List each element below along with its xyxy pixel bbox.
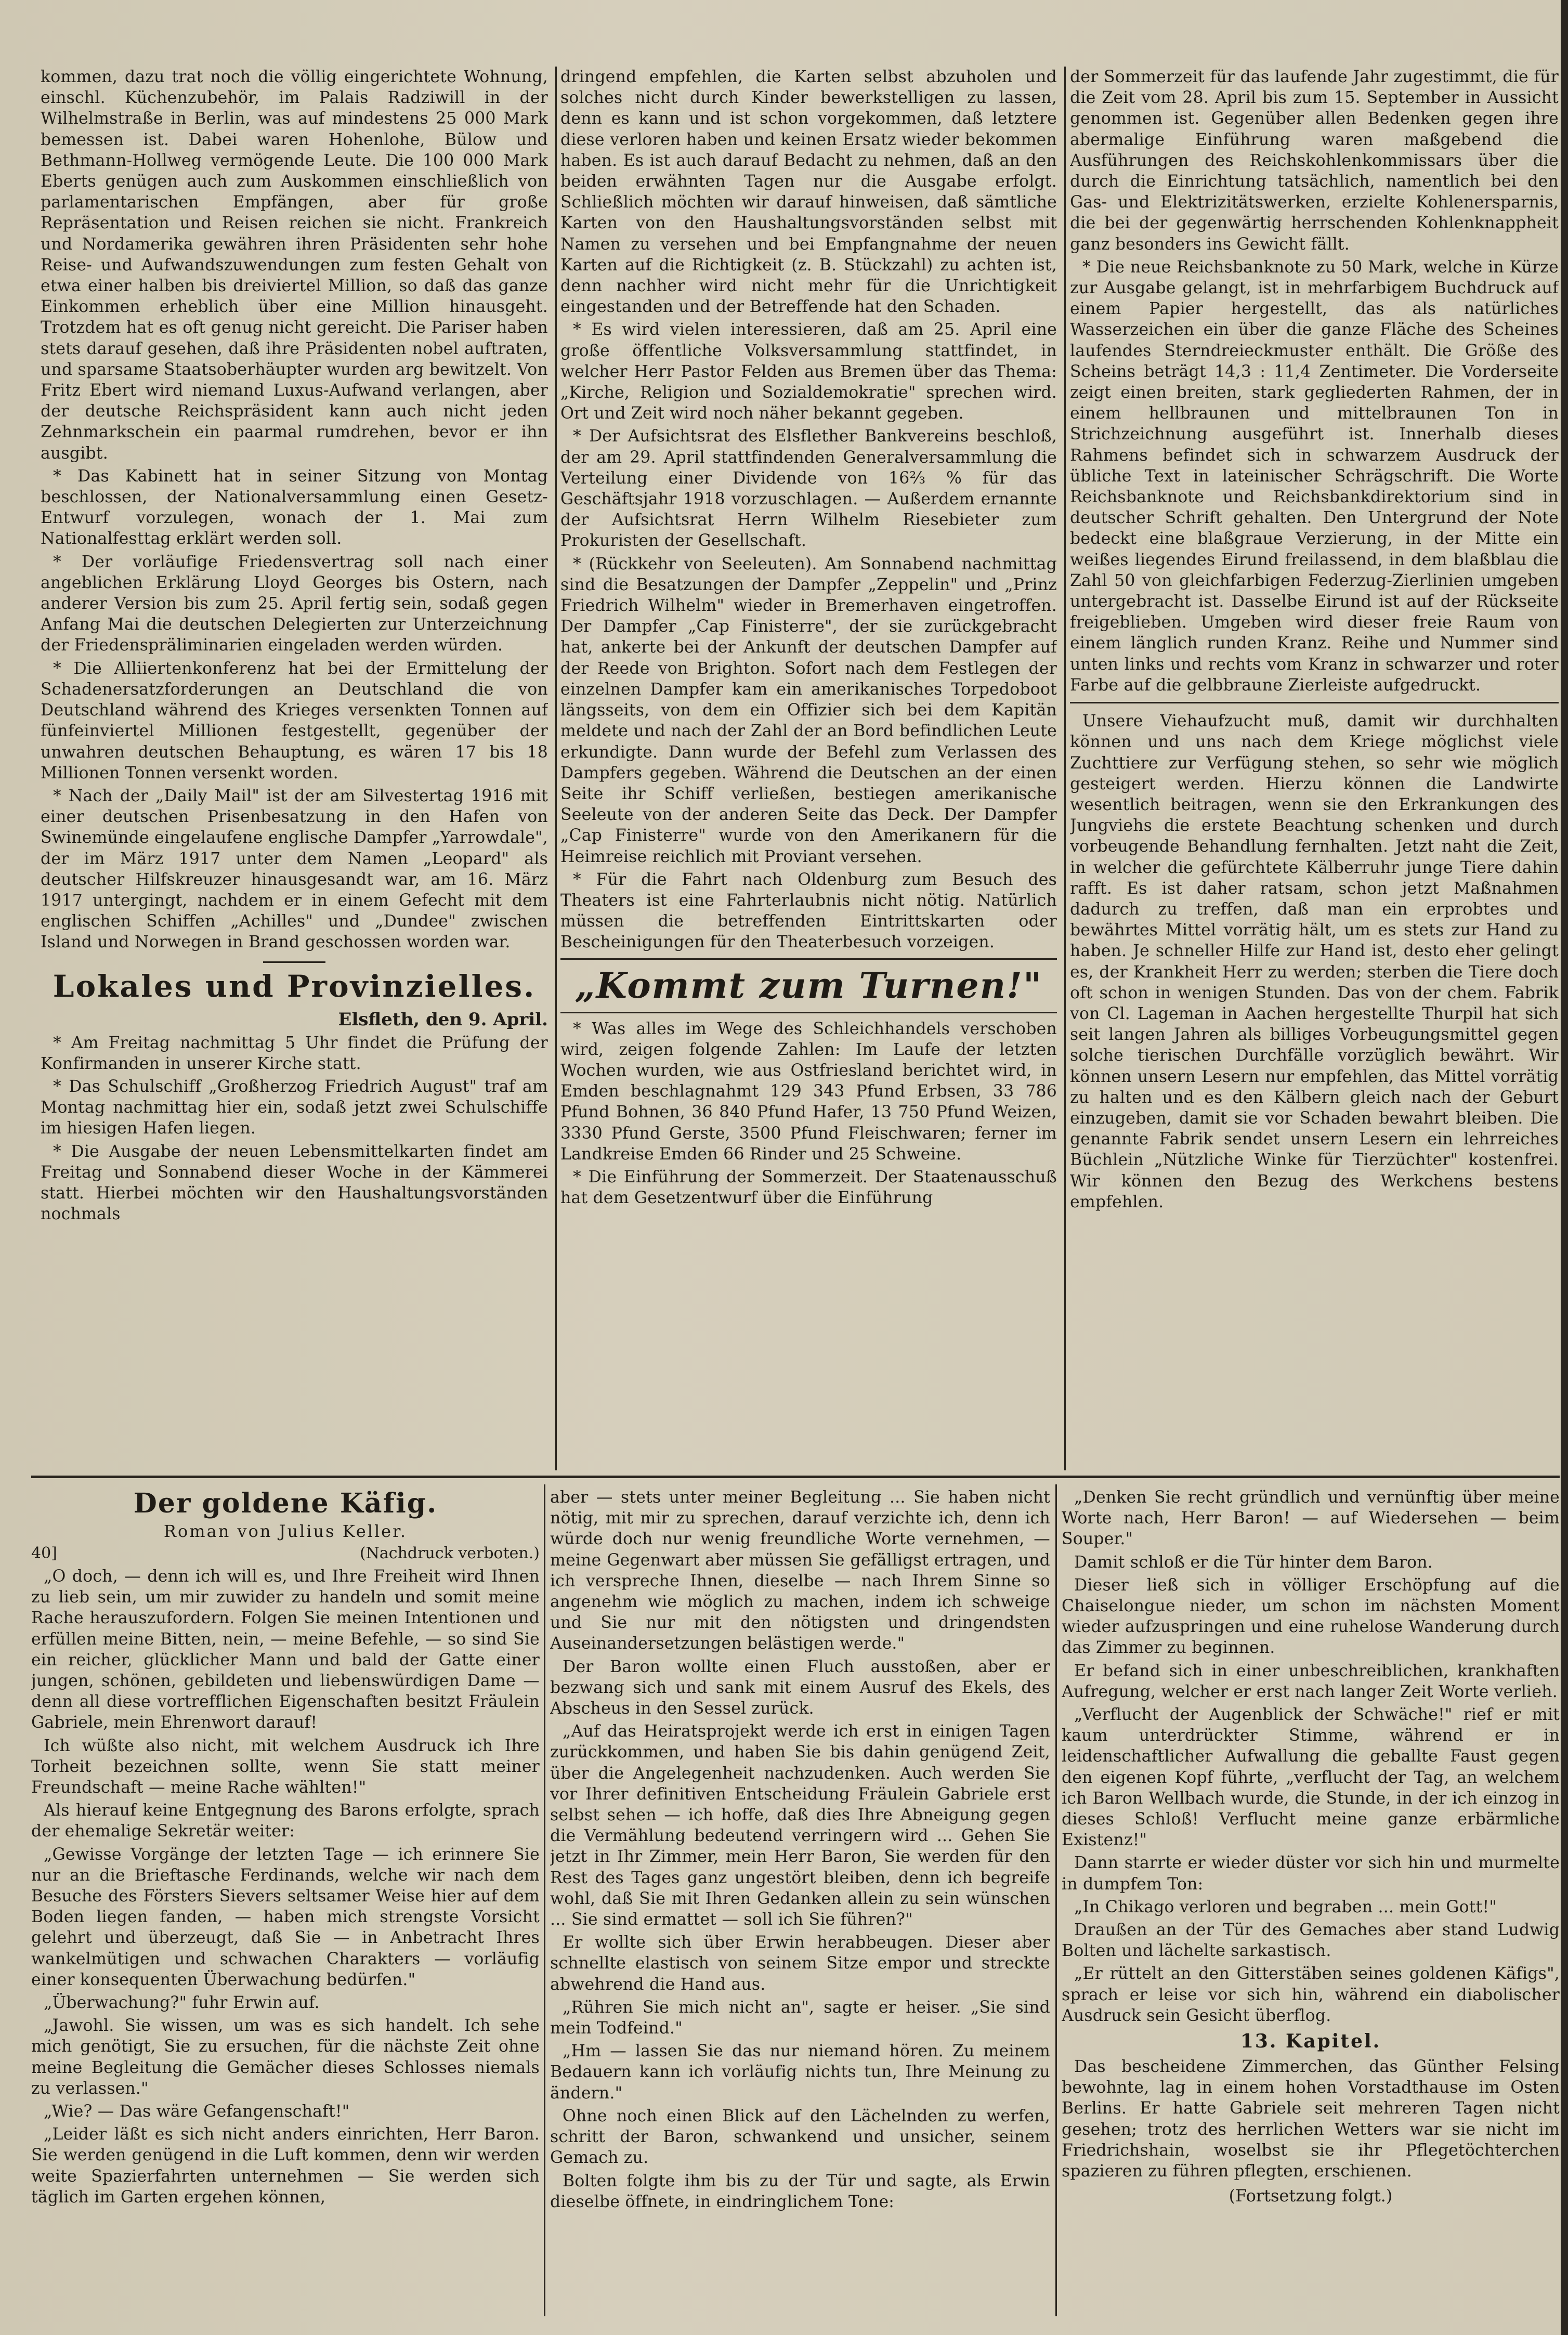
column-divider: [1055, 1484, 1057, 2316]
novel-paragraph: „Wie? — Das wäre Gefangenschaft!": [44, 2102, 350, 2121]
news-paragraph: * Die neue Reichsbanknote zu 50 Mark, welche in Kürze zur Ausgabe gelangt, ist in mehrfarbigem Buchdruck auf einem Papier hergestellt, das als natürliches Wasserzeichen ein über die ganze Fläche des Scheines laufendes Sterndreieckmuster enthält. Die Größe des Scheins beträgt 14,3 : 11,4 Zentimeter. Die Vorderseite zeigt einen breiten, stark gegliederten Rahmen, der in einem hellbraunen und mittelbraunen Ton in Strichzeichnung ausgeführt ist. Innerhalb dieses Rahmens befindet sich in schwarzem Ausdruck der übliche Text in lateinischer Schrägschrift. Die Worte Reichsbanknote und Reichsbankdirektorium sind in deutscher Schrift gehalten. Den Untergrund der Note bedeckt eine blaßgraue Verzierung, in der Mitte ein weißes liegendes Eirund freilassend, in dem blaßblau die Zahl 50 von gleichfarbigen Federzug-Zierlinien umgeben untergebracht ist. Dasselbe Eirund ist auf der Rückseite freigeblieben. Umgeben wird dieser freie Raum von einem länglich runden Kranz. Reihe und Nummer sind unten links und rechts vom Kranz in schwarzer und roter Farbe auf die gelbbraune Zierleiste aufgedruckt.: [1070, 257, 1559, 695]
turnen-heading: „Kommt zum Turnen!": [574, 964, 1043, 1007]
novel-paragraph: „Auf das Heiratsprojekt werde ich erst in einigen Tagen zurückkommen, und haben Sie bis dahin genügend Zeit, über die Angelegenheit nachzudenken. Auch werden Sie vor Ihrer definitiven Entscheidung Fräulein Gabriele erst selbst sehen — ich hoffe, daß dies Ihre Abneigung gegen die Vermählung bedeutend verringern wird ... Gehen Sie jetzt in Ihr Zimmer, mein Herr Baron, Sie werden für den Rest des Tages ganz ungestört bleiben, denn ich begreife wohl, daß Sie mit Ihren Gedanken allein zu sein wünschen ... Sie sind ermattet — soll ich Sie führen?": [550, 1722, 1050, 1929]
news-paragraph: * Es wird vielen interessieren, daß am 25. April eine große öffentliche Volksversammlung stattfindet, in welcher Herr Pastor Felden aus Bremen über das Thema: „Kirche, Religion und Sozialdemokratie" sprechen wird. Ort und Zeit wird noch näher bekannt gegeben.: [560, 320, 1057, 423]
novel-column-2: [550, 1487, 1050, 2319]
novel-author: Roman von Julius Keller.: [163, 1521, 408, 1541]
novel-paragraph: Er wollte sich über Erwin herabbeugen. Dieser aber schnellte elastisch von seinem Sitze empor und streckte abwehrend die Hand aus.: [550, 1933, 1050, 1994]
novel-paragraph: Als hierauf keine Entgegnung des Barons erfolgte, sprach der ehemalige Sekretär weiter:: [31, 1801, 540, 1841]
separator-rule: [1070, 702, 1559, 703]
chapter-heading: 13. Kapitel.: [1240, 2030, 1381, 2053]
news-paragraph: * Das Schulschiff „Großherzog Friedrich August" traf am Montag nachmittag hier ein, sodaß jetzt zwei Schulschiffe im hiesigen Hafen liegen.: [41, 1077, 548, 1138]
separator-rule: [263, 961, 325, 963]
novel-paragraph: „Rühren Sie mich nicht an", sagte er heiser. „Sie sind mein Todfeind.": [550, 1998, 1050, 2038]
news-paragraph: der Sommerzeit für das laufende Jahr zugestimmt, die für die Zeit vom 28. April bis zum 15. September in Aussicht genommen ist. Gegenüber allen Bedenken gegen ihre abermalige Einführung waren maßgebend die Ausführungen des Reichskohlenkommissars über die durch die Einrichtung tatsächlich, namentlich bei den Gas- und Elektrizitätswerken, erzielte Kohlenersparnis, die bei der gegenwärtig herrschenden Kohlenknappheit ganz besonders ins Gewicht fällt.: [1070, 68, 1559, 254]
section-title: Lokales und Provinzielles.: [53, 968, 536, 1004]
novel-meta: [31, 1543, 540, 1564]
turnen-box: [560, 958, 1057, 1013]
news-column-2: [560, 67, 1057, 1470]
news-paragraph: dringend empfehlen, die Karten selbst abzuholen und solches nicht durch Kinder bewerkstelligen zu lassen, denn es kann und ist schon vorgekommen, daß letztere diese verloren haben und keinen Ersatz wieder bekommen haben. Es ist auch darauf Bedacht zu nehmen, daß an den beiden erwähnten Tagen nur die Ausgabe erfolgt. Schließlich möchten wir darauf hinweisen, daß sämtliche Karten von den Haushaltungsvorständen selbst mit Namen zu versehen und bei Empfangnahme der neuen Karten auf die Richtigkeit (z. B. Stückzahl) zu achten ist, denn nachher wird nicht mehr für die Unrichtigkeit eingestanden und der Betreffende hat den Schaden.: [560, 68, 1057, 317]
page-binding-edge: [1561, 0, 1568, 2335]
novel-paragraph: Das bescheidene Zimmerchen, das Günther Felsing bewohnte, lag in einem hohen Vorstadthause im Osten Berlins. Er hatte Gabriele seit mehreren Tagen nicht gesehen; trotz des herrlichen Wetters war sie nicht im Friedrichshain, woselbst sie ihr Pflegetöchterchen spazieren zu führen pflegten, erschienen.: [1062, 2057, 1560, 2181]
novel-paragraph: „Verflucht der Augenblick der Schwäche!" rief er mit kaum unterdrückter Stimme, während er in leidenschaftlicher Aufwallung die geballte Faust gegen den eigenen Kopf führte, „verflucht der Tag, an welchem ich Baron Wellbach wurde, die Stunde, in der ich einzog in dieses Schloß! Verflucht meine ganze erbärmliche Existenz!": [1062, 1705, 1560, 1850]
news-paragraph: * Für die Fahrt nach Oldenburg zum Besuch des Theaters ist eine Fahrterlaubnis nicht nötig. Natürlich müssen die betreffenden Eintrittskarten oder Bescheinigungen für den Theaterbesuch vorzeigen.: [560, 870, 1057, 952]
novel-paragraph: „O doch, — denn ich will es, und Ihre Freiheit wird Ihnen zu lieb sein, um mir zuwider zu handeln und somit meine Rache herauszufordern. Folgen Sie meinen Intentionen und erfüllen meine Bitten, nein, — meine Befehle, — so sind Sie ein reicher, glücklicher Mann und bald der Gatte einer jungen, schönen, gebildeten und liebenswürdigen Dame — denn all diese vortrefflichen Eigenschaften besitzt Fräulein Gabriele, mein Ehrenwort darauf!: [31, 1567, 540, 1732]
news-paragraph: * Die Alliiertenkonferenz hat bei der Ermittelung der Schadenersatzforderungen an Deutschland die von Deutschland während des Krieges versenkten Tonnen auf fünfeinviertel Millionen festgestellt, gegenüber der unwahren deutschen Behauptung, es wären 17 bis 18 Millionen Tonnen versenkt worden.: [41, 659, 548, 782]
news-paragraph: * Das Kabinett hat in seiner Sitzung von Montag beschlossen, der Nationalversammlung einen Gesetz-Entwurf vorzulegen, wonach der 1. Mai zum Nationalfesttag erklärt werden soll.: [41, 466, 548, 549]
news-paragraph: Unsere Viehaufzucht muß, damit wir durchhalten können und uns nach dem Kriege möglichst viele Zuchttiere zur Verfügung stehen, so sehr wie möglich gesteigert werden. Hierzu können die Landwirte wesentlich beitragen, wenn sie den Erkrankungen des Jungviehs die erstete Beachtung schenken und durch vorbeugende Behandlung fernhalten. Jetzt naht die Zeit, in welcher die gefürchtete Kälberruhr junge Tiere dahin rafft. Es ist daher ratsam, schon jetzt Maßnahmen dadurch zu treffen, daß man ein erprobtes und bewährtes Mittel vorrätig hält, um es stets zur Hand zu haben. Je schneller Hilfe zur Hand ist, desto eher gelingt es, der Krankheit Herr zu werden; sterben die Tiere doch oft schon in wenigen Stunden. Das von der chem. Fabrik von Cl. Lageman in Aachen hergestellte Thurpil hat sich seit langen Jahren als billiges Vorbeugungsmittel gegen solche tierischen Durchfälle vorzüglich bewährt. Wir können unsern Lesern nur empfehlen, das Mittel vorrätig zu halten und es den Kälbern gleich nach der Geburt einzugeben, damit sie vor Schaden bewahrt bleiben. Die genannte Fabrik sendet unsern Lesern ein lehrreiches Büchlein „Nützliche Winke für Tierzüchter" kostenfrei. Wir können den Bezug des Werkchens bestens empfehlen.: [1070, 712, 1559, 1211]
news-paragraph: * Was alles im Wege des Schleichhandels verschoben wird, zeigen folgende Zahlen: Im Laufe der letzten Wochen wurden, wie aus Ostfriesland berichtet wird, in Emden beschlagnahmt 129 343 Pfund Erbsen, 33 786 Pfund Bohnen, 36 840 Pfund Hafer, 13 750 Pfund Weizen, 3330 Pfund Gerste, 3500 Pfund Fleischwaren; ferner im Landkreise Emden 66 Rinder und 25 Schweine.: [560, 1019, 1057, 1164]
novel-paragraph: „Überwachung?" fuhr Erwin auf.: [44, 1993, 320, 2013]
novel-paragraph: Bolten folgte ihm bis zu der Tür und sagte, als Erwin dieselbe öffnete, in eindringlichem Tone:: [550, 2171, 1050, 2211]
column-divider: [1064, 67, 1066, 1470]
novel-paragraph: „Er rüttelt an den Gitterstäben seines goldenen Käfigs", sprach er leise vor sich hin, während ein diabolischer Ausdruck sein Gesicht überflog.: [1062, 1964, 1560, 2025]
novel-paragraph: „Denken Sie recht gründlich und vernünftig über meine Worte nach, Herr Baron! — auf Wiedersehen — beim Souper.": [1062, 1488, 1560, 1549]
column-divider: [544, 1484, 545, 2316]
novel-title: Der goldene Käfig.: [133, 1488, 438, 1519]
news-paragraph: kommen, dazu trat noch die völlig eingerichtete Wohnung, einschl. Küchenzubehör, im Palais Radziwill in der Wilhelmstraße in Berlin, was auf mindestens 25 000 Mark bemessen ist. Dabei waren Hohenlohe, Bülow und Bethmann-Hollweg vermögende Leute. Die 100 000 Mark Eberts genügen auch zum Auskommen einschließlich von parlamentarischen Empfängen, aber für große Repräsentation und Reisen reichen sie nicht. Frankreich und Nordamerika gewähren ihren Präsidenten sehr hohe Reise- und Aufwandszuwendungen zum festen Gehalt von etwa einer halben bis dreiviertel Million, so daß das ganze Einkommen erheblich über eine Million hinausgeht. Trotzdem hat es oft genug nicht gereicht. Die Pariser haben stets darauf gesehen, daß ihre Präsidenten nobel auftraten, und sparsame Staatsoberhäupter wurden arg bewitzelt. Von Fritz Ebert wird niemand Luxus-Aufwand verlangen, aber der deutsche Reichspräsident kann auch nicht jeden Zehnmarkschein ein paarmal rumdrehen, bevor er ihn ausgibt.: [41, 68, 548, 463]
news-paragraph: * Der vorläufige Friedensvertrag soll nach einer angeblichen Erklärung Lloyd Georges bis Ostern, nach anderer Version bis zum 25. April fertig sein, sodaß gegen Anfang Mai die deutschen Delegierten zur Unterzeichnung der Friedenspräliminarien eingeladen werden würden.: [41, 552, 548, 655]
novel-column-1: [31, 1487, 540, 2319]
news-paragraph: * (Rückkehr von Seeleuten). Am Sonnabend nachmittag sind die Besatzungen der Dampfer „Zeppelin" und „Prinz Friedrich Wilhelm" wieder in Bremerhaven eingetroffen. Der Dampfer „Cap Finisterre", der sie zurückgebracht hat, ankerte bei der Ankunft der deutschen Dampfer auf der Reede von Brighton. Sofort nach dem Festlegen der einzelnen Dampfer kam ein amerikanisches Torpedoboot längsseits, von dem ein Offizier sich bei dem Kapitän meldete und nach der Zahl der an Bord befindlichen Leute erkundigte. Dann wurde der Befehl zum Verlassen des Dampfers gegeben. Während die Deutschen an der einen Seite ihr Schiff verließen, bestiegen amerikanische Seeleute von der anderen Seite das Deck. Der Dampfer „Cap Finisterre" wurde von den Amerikanern für die Heimreise reichlich mit Proviant versehen.: [560, 554, 1057, 866]
continued-notice: (Fortsetzung folgt.): [1229, 2186, 1393, 2206]
novel-paragraph: „Gewisse Vorgänge der letzten Tage — ich erinnere Sie nur an die Brieftasche Ferdinands, welche wir nach dem Besuche des Försters Sievers seltsamer Weise hier auf dem Boden liegen fanden, — haben mich strengste Vorsicht gelehrt und überzeugt, daß Sie — in Anbetracht Ihres wankelmütigen und schwachen Charakters — vorläufig einer konsequenten Überwachung bedürfen.": [31, 1845, 540, 1989]
novel-paragraph: „Jawohl. Sie wissen, um was es sich handelt. Ich sehe mich genötigt, Sie zu ersuchen, für die nächste Zeit ohne meine Begleitung die Gemächer dieses Schlosses niemals zu verlassen.": [31, 2016, 540, 2098]
novel-paragraph: „Leider läßt es sich nicht anders einrichten, Herr Baron. Sie werden genügend in die Luft kommen, denn wir werden weite Spazierfahrten unternehmen — Sie werden sich täglich im Garten ergehen können,: [31, 2125, 540, 2207]
novel-paragraph: Draußen an der Tür des Gemaches aber stand Ludwig Bolten und lächelte sarkastisch.: [1062, 1921, 1560, 1961]
news-paragraph: * Am Freitag nachmittag 5 Uhr findet die Prüfung der Konfirmanden in unserer Kirche statt.: [41, 1033, 548, 1073]
novel-paragraph: Er befand sich in einer unbeschreiblichen, krankhaften Aufregung, welcher er erst nach langer Zeit Worte verlieh.: [1062, 1661, 1560, 1701]
novel-paragraph: „Hm — lassen Sie das nur niemand hören. Zu meinem Bedauern kann ich vorläufig nichts tun, Ihre Meinung zu ändern.": [550, 2042, 1050, 2103]
novel-paragraph: aber — stets unter meiner Begleitung ... Sie haben nicht nötig, mit mir zu sprechen, darauf verzichte ich, denn ich würde doch nur wenig freundliche Worte vernehmen, — meine Gegenwart aber müssen Sie gefälligst ertragen, und ich verspreche Ihnen, dieselbe — nach Ihrem Sinne so angenehm wie möglich zu machen, indem ich schweige und Sie nur mit den nötigsten und dringendsten Auseinandersetzungen belästigen werde.": [550, 1488, 1050, 1653]
dateline: Elsfleth, den 9. April.: [338, 1009, 548, 1030]
news-paragraph: * Die Einführung der Sommerzeit. Der Staatenausschuß hat dem Gesetzentwurf über die Einführung: [560, 1167, 1057, 1208]
news-column-3: [1070, 67, 1559, 1470]
novel-paragraph: Der Baron wollte einen Fluch ausstoßen, aber er bezwang sich und sank mit einem Ausruf des Ekels, des Abscheus in den Sessel zurück.: [550, 1657, 1050, 1718]
novel-paragraph: Damit schloß er die Tür hinter dem Baron.: [1074, 1553, 1433, 1572]
news-column-1: [41, 67, 548, 1470]
installment-number: 40]: [31, 1544, 57, 1562]
news-paragraph: * Nach der „Daily Mail" ist der am Silvestertag 1916 mit einer deutschen Prisenbesatzung in den Hafen von Swinemünde eingelaufene englische Dampfer „Yarrowdale", der im März 1917 unter dem Namen „Leopard" als deutscher Hilfskreuzer hinausgesandt war, am 16. März 1917 untergingt, nachdem er in einem Gefecht mit dem englischen Schiffen „Achilles" und „Dundee" zwischen Island und Norwegen in Brand geschossen worden war.: [41, 786, 548, 952]
reprint-notice: (Nachdruck verboten.): [359, 1544, 540, 1562]
feuilleton-divider: [31, 1476, 1560, 1478]
novel-paragraph: Ich wüßte also nicht, mit welchem Ausdruck ich Ihre Torheit bezeichnen sollte, wenn Sie statt meiner Freundschaft — meine Rache wählten!": [31, 1736, 540, 1797]
novel-paragraph: Ohne noch einen Blick auf den Lächelnden zu werfen, schritt der Baron, schwankend und unsicher, seinem Gemach zu.: [550, 2106, 1050, 2168]
novel-column-3: [1062, 1487, 1560, 2319]
column-divider: [555, 67, 557, 1470]
novel-paragraph: Dann starrte er wieder düster vor sich hin und murmelte in dumpfem Ton:: [1062, 1854, 1560, 1894]
news-paragraph: * Die Ausgabe der neuen Lebensmittelkarten findet am Freitag und Sonnabend dieser Woche in der Kämmerei statt. Hierbei möchten wir den Haushaltungsvorständen nochmals: [41, 1142, 548, 1224]
news-paragraph: * Der Aufsichtsrat des Elsflether Bankvereins beschloß, der am 29. April stattfindenden Generalversammlung die Verteilung einer Dividende von 16⅔ % für das Geschäftsjahr 1918 vorzuschlagen. — Außerdem ernannte der Aufsichtsrat Herrn Wilhelm Riesebieter zum Prokuristen der Gesellschaft.: [560, 427, 1057, 551]
novel-paragraph: Dieser ließ sich in völliger Erschöpfung auf die Chaiselongue nieder, um schon im nächsten Moment wieder aufzuspringen und eine ruhelose Wanderung durch das Zimmer zu beginnen.: [1062, 1575, 1560, 1658]
novel-paragraph: „In Chikago verloren und begraben ... mein Gott!": [1074, 1897, 1497, 1916]
